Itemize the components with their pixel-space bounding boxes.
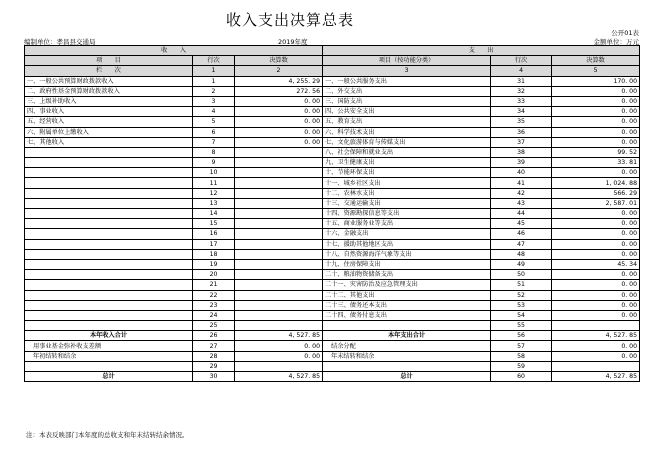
income-line-no-cell: 23: [193, 300, 235, 310]
income-line-no-cell: 18: [193, 249, 235, 259]
expense-amount-cell: 0. 00: [552, 117, 640, 127]
expense-amount-cell: 170. 00: [552, 76, 640, 86]
expense-item-cell: 八、社会保障和就业支出: [323, 147, 491, 157]
expense-line-no-cell: 38: [491, 147, 552, 157]
expense-item-cell: 十、节能环保支出: [323, 168, 491, 178]
expense-amount-cell: 99. 52: [552, 147, 640, 157]
expense-line-no-cell: 35: [491, 117, 552, 127]
income-line-no-cell: 17: [193, 239, 235, 249]
income-item-cell: 四、事业收入: [25, 107, 193, 117]
expense-amount-cell: 0. 00: [552, 341, 640, 351]
income-item-cell: [25, 300, 193, 310]
expense-line-no-header: 行次: [491, 56, 552, 66]
income-item-cell: [25, 239, 193, 249]
expense-item-cell: 二十、粮油物资储备支出: [323, 270, 491, 280]
expense-line-no-cell: 58: [491, 351, 552, 361]
income-line-no-cell: 26: [193, 331, 235, 341]
organization-label: 编制单位：孝昌县交通局: [24, 38, 96, 46]
expense-item-cell: 本年支出合计: [323, 331, 491, 341]
expense-amount-cell: 0. 00: [552, 86, 640, 96]
expense-line-no-cell: 39: [491, 158, 552, 168]
income-amount-cell: [235, 209, 323, 219]
income-amount-cell: [235, 229, 323, 239]
income-amount-cell: 272. 56: [235, 86, 323, 96]
col-index-5: 5: [552, 66, 640, 76]
expense-item-cell: 二十一、灾害防治及应急管理支出: [323, 280, 491, 290]
fiscal-year: 2019年度: [278, 38, 308, 46]
expense-amount-cell: 0. 00: [552, 127, 640, 137]
expense-amount-cell: 0. 00: [552, 137, 640, 147]
income-amount-cell: [235, 361, 323, 371]
expense-item-cell: 总计: [323, 372, 491, 382]
expense-item-cell: 三、国防支出: [323, 96, 491, 106]
income-amount-cell: 4, 255. 29: [235, 76, 323, 86]
expense-item-cell: 结余分配: [323, 341, 491, 351]
table-row: [25, 331, 640, 341]
expense-item-cell: [323, 361, 491, 371]
income-line-no-cell: 8: [193, 147, 235, 157]
income-amount-cell: 0. 00: [235, 117, 323, 127]
income-amount-cell: [235, 168, 323, 178]
table-row: [25, 198, 640, 208]
income-line-no-cell: 9: [193, 158, 235, 168]
income-item-cell: [25, 259, 193, 269]
income-item-cell: 一、一般公共预算财政拨款收入: [25, 76, 193, 86]
expense-amount-cell: 0. 00: [552, 209, 640, 219]
expense-item-cell: 十八、自然资源海洋气象等支出: [323, 249, 491, 259]
income-line-no-cell: 7: [193, 137, 235, 147]
table-row: [25, 310, 640, 320]
expense-item-cell: 五、教育支出: [323, 117, 491, 127]
table-row: [25, 188, 640, 198]
table-row: [25, 290, 640, 300]
income-amount-cell: 0. 00: [235, 107, 323, 117]
table-row: [25, 168, 640, 178]
expense-item-cell: 二十二、其他支出: [323, 290, 491, 300]
expense-line-no-cell: 32: [491, 86, 552, 96]
income-amount-cell: [235, 198, 323, 208]
expense-line-no-cell: 44: [491, 209, 552, 219]
table-row: [25, 321, 640, 331]
expense-amount-header: 决算数: [552, 56, 640, 66]
expense-amount-cell: 0. 00: [552, 351, 640, 361]
income-line-no-cell: 29: [193, 361, 235, 371]
expense-line-no-cell: 59: [491, 361, 552, 371]
income-amount-cell: [235, 280, 323, 290]
expense-item-cell: 四、公共安全支出: [323, 107, 491, 117]
income-amount-cell: 0. 00: [235, 96, 323, 106]
income-item-cell: [25, 270, 193, 280]
income-amount-cell: [235, 300, 323, 310]
expense-item-cell: 十九、住房保障支出: [323, 259, 491, 269]
col-index-4: 4: [491, 66, 552, 76]
expense-amount-cell: 33. 81: [552, 158, 640, 168]
expense-amount-cell: 0. 00: [552, 249, 640, 259]
expense-item-cell: 一、一般公共服务支出: [323, 76, 491, 86]
income-line-no-cell: 21: [193, 280, 235, 290]
expense-line-no-cell: 42: [491, 188, 552, 198]
income-amount-cell: [235, 147, 323, 157]
expense-amount-cell: 0. 00: [552, 270, 640, 280]
income-amount-cell: [235, 310, 323, 320]
income-item-cell: 总计: [25, 372, 193, 382]
income-item-cell: [25, 219, 193, 229]
income-item-cell: 二、政府性基金预算财政拨款收入: [25, 86, 193, 96]
table-row: [25, 76, 640, 86]
income-line-no-cell: 2: [193, 86, 235, 96]
table-row: [25, 117, 640, 127]
income-item-cell: [25, 249, 193, 259]
expense-amount-cell: [552, 361, 640, 371]
expense-line-no-cell: 53: [491, 300, 552, 310]
income-expense-table: [24, 45, 640, 382]
amount-unit: 金额单位：万元: [593, 38, 639, 46]
income-item-cell: [25, 198, 193, 208]
income-amount-cell: [235, 239, 323, 249]
expense-line-no-cell: 51: [491, 280, 552, 290]
expense-amount-cell: 0. 00: [552, 300, 640, 310]
table-row: [25, 239, 640, 249]
table-note: 注：本表反映部门本年度的总收支和年末结转结余情况。: [26, 431, 189, 439]
expense-line-no-cell: 49: [491, 259, 552, 269]
expense-item-cell: 二十三、债务还本支出: [323, 300, 491, 310]
income-item-cell: 五、经营收入: [25, 117, 193, 127]
income-line-no-cell: 27: [193, 341, 235, 351]
expense-item-cell: 十四、资源勘探信息等支出: [323, 209, 491, 219]
expense-line-no-cell: 33: [491, 96, 552, 106]
expense-amount-cell: 0. 00: [552, 168, 640, 178]
income-line-no-cell: 16: [193, 229, 235, 239]
table-row: [25, 219, 640, 229]
income-line-no-cell: 13: [193, 198, 235, 208]
expense-line-no-cell: 60: [491, 372, 552, 382]
income-line-no-cell: 30: [193, 372, 235, 382]
expense-item-cell: [323, 321, 491, 331]
expense-item-cell: 年末结转和结余: [323, 351, 491, 361]
expense-amount-cell: 566. 29: [552, 188, 640, 198]
expense-amount-cell: 0. 00: [552, 310, 640, 320]
income-line-no-cell: 15: [193, 219, 235, 229]
section-header-row: [25, 46, 640, 56]
table-row: [25, 229, 640, 239]
table-row: [25, 127, 640, 137]
expense-amount-cell: 4, 527. 85: [552, 372, 640, 382]
income-line-no-cell: 28: [193, 351, 235, 361]
expense-line-no-cell: 36: [491, 127, 552, 137]
expense-amount-cell: 1, 024. 88: [552, 178, 640, 188]
income-amount-cell: [235, 188, 323, 198]
expense-line-no-cell: 34: [491, 107, 552, 117]
table-row: [25, 351, 640, 361]
expense-item-cell: 七、文化旅游体育与传媒支出: [323, 137, 491, 147]
expense-item-cell: 十六、金融支出: [323, 229, 491, 239]
expense-amount-cell: 0. 00: [552, 107, 640, 117]
income-line-no-cell: 24: [193, 310, 235, 320]
income-item-cell: [25, 280, 193, 290]
expense-line-no-cell: 31: [491, 76, 552, 86]
expense-amount-cell: 0. 00: [552, 229, 640, 239]
expense-line-no-cell: 47: [491, 239, 552, 249]
income-amount-cell: [235, 178, 323, 188]
income-line-no-cell: 11: [193, 178, 235, 188]
expense-line-no-cell: 45: [491, 219, 552, 229]
table-row: [25, 361, 640, 371]
col-index-3: 3: [323, 66, 491, 76]
table-row: [25, 372, 640, 382]
income-amount-cell: 0. 00: [235, 137, 323, 147]
expense-line-no-cell: 37: [491, 137, 552, 147]
expense-item-cell: 九、卫生健康支出: [323, 158, 491, 168]
income-line-no-cell: 10: [193, 168, 235, 178]
income-line-no-cell: 22: [193, 290, 235, 300]
table-row: [25, 280, 640, 290]
income-item-cell: [25, 229, 193, 239]
income-amount-cell: [235, 270, 323, 280]
income-item-cell: [25, 209, 193, 219]
expense-item-cell: 十一、城乡社区支出: [323, 178, 491, 188]
expense-amount-cell: 0. 00: [552, 290, 640, 300]
expense-item-cell: 二十四、债务付息支出: [323, 310, 491, 320]
income-col-label: 栏 次: [25, 66, 193, 76]
income-item-cell: [25, 290, 193, 300]
expense-item-header: 项目（按功能分类）: [323, 56, 491, 66]
income-item-cell: 六、附属单位上缴收入: [25, 127, 193, 137]
table-row: [25, 341, 640, 351]
report-title: 收入支出决算总表: [225, 11, 354, 29]
expense-line-no-cell: 43: [491, 198, 552, 208]
income-amount-cell: [235, 158, 323, 168]
table-row: [25, 158, 640, 168]
income-item-cell: [25, 158, 193, 168]
expense-amount-cell: 4, 527. 85: [552, 331, 640, 341]
expense-item-cell: 十三、交通运输支出: [323, 198, 491, 208]
income-item-cell: 七、其他收入: [25, 137, 193, 147]
income-line-no-cell: 4: [193, 107, 235, 117]
table-row: [25, 259, 640, 269]
table-row: [25, 86, 640, 96]
income-amount-cell: 0. 00: [235, 341, 323, 351]
income-item-cell: [25, 310, 193, 320]
expense-item-cell: 十五、商业服务业等支出: [323, 219, 491, 229]
expense-line-no-cell: 57: [491, 341, 552, 351]
income-item-header: 项 目: [25, 56, 193, 66]
table-row: [25, 270, 640, 280]
income-line-no-header: 行次: [193, 56, 235, 66]
income-item-cell: [25, 168, 193, 178]
income-item-cell: [25, 147, 193, 157]
table-row: [25, 147, 640, 157]
income-amount-cell: [235, 249, 323, 259]
income-line-no-cell: 20: [193, 270, 235, 280]
expense-line-no-cell: 40: [491, 168, 552, 178]
income-line-no-cell: 3: [193, 96, 235, 106]
table-row: [25, 137, 640, 147]
income-item-cell: [25, 361, 193, 371]
income-amount-cell: [235, 219, 323, 229]
expense-amount-cell: [552, 321, 640, 331]
column-header-row: [25, 56, 640, 66]
expense-amount-cell: 45. 34: [552, 259, 640, 269]
income-line-no-cell: 19: [193, 259, 235, 269]
income-item-cell: [25, 188, 193, 198]
form-number: 公开01表: [611, 29, 639, 37]
income-line-no-cell: 14: [193, 209, 235, 219]
income-item-cell: [25, 321, 193, 331]
income-line-no-cell: 12: [193, 188, 235, 198]
income-item-cell: [25, 178, 193, 188]
expense-line-no-cell: 52: [491, 290, 552, 300]
column-index-row: [25, 66, 640, 76]
expense-section-header: 支 出: [323, 46, 640, 56]
table-row: [25, 107, 640, 117]
expense-item-cell: 十七、援助其他地区支出: [323, 239, 491, 249]
income-line-no-cell: 5: [193, 117, 235, 127]
expense-line-no-cell: 55: [491, 321, 552, 331]
income-item-cell: 三、上级补助收入: [25, 96, 193, 106]
income-line-no-cell: 25: [193, 321, 235, 331]
income-amount-cell: [235, 321, 323, 331]
expense-item-cell: 二、外交支出: [323, 86, 491, 96]
expense-item-cell: 十二、农林水支出: [323, 188, 491, 198]
table-row: [25, 300, 640, 310]
table-row: [25, 178, 640, 188]
col-index-2: 2: [235, 66, 323, 76]
income-item-cell: 年初结转和结余: [25, 351, 193, 361]
expense-item-cell: 六、科学技术支出: [323, 127, 491, 137]
expense-line-no-cell: 50: [491, 270, 552, 280]
table-row: [25, 209, 640, 219]
expense-line-no-cell: 41: [491, 178, 552, 188]
income-item-cell: 用事业基金弥补收支差额: [25, 341, 193, 351]
income-amount-cell: 4, 527. 85: [235, 372, 323, 382]
income-item-cell: 本年收入合计: [25, 331, 193, 341]
expense-line-no-cell: 54: [491, 310, 552, 320]
income-line-no-cell: 6: [193, 127, 235, 137]
table-row: [25, 96, 640, 106]
expense-amount-cell: 0. 00: [552, 96, 640, 106]
income-line-no-cell: 1: [193, 76, 235, 86]
expense-amount-cell: 0. 00: [552, 219, 640, 229]
expense-line-no-cell: 56: [491, 331, 552, 341]
income-amount-cell: 0. 00: [235, 127, 323, 137]
col-index-1: 1: [193, 66, 235, 76]
expense-line-no-cell: 48: [491, 249, 552, 259]
income-section-header: 收 入: [25, 46, 323, 56]
income-amount-cell: [235, 259, 323, 269]
expense-line-no-cell: 46: [491, 229, 552, 239]
income-amount-cell: 0. 00: [235, 351, 323, 361]
expense-amount-cell: 2, 587. 01: [552, 198, 640, 208]
expense-amount-cell: 0. 00: [552, 280, 640, 290]
expense-amount-cell: 0. 00: [552, 239, 640, 249]
income-amount-cell: 4, 527. 85: [235, 331, 323, 341]
table-row: [25, 249, 640, 259]
income-amount-cell: [235, 290, 323, 300]
income-amount-header: 决算数: [235, 56, 323, 66]
